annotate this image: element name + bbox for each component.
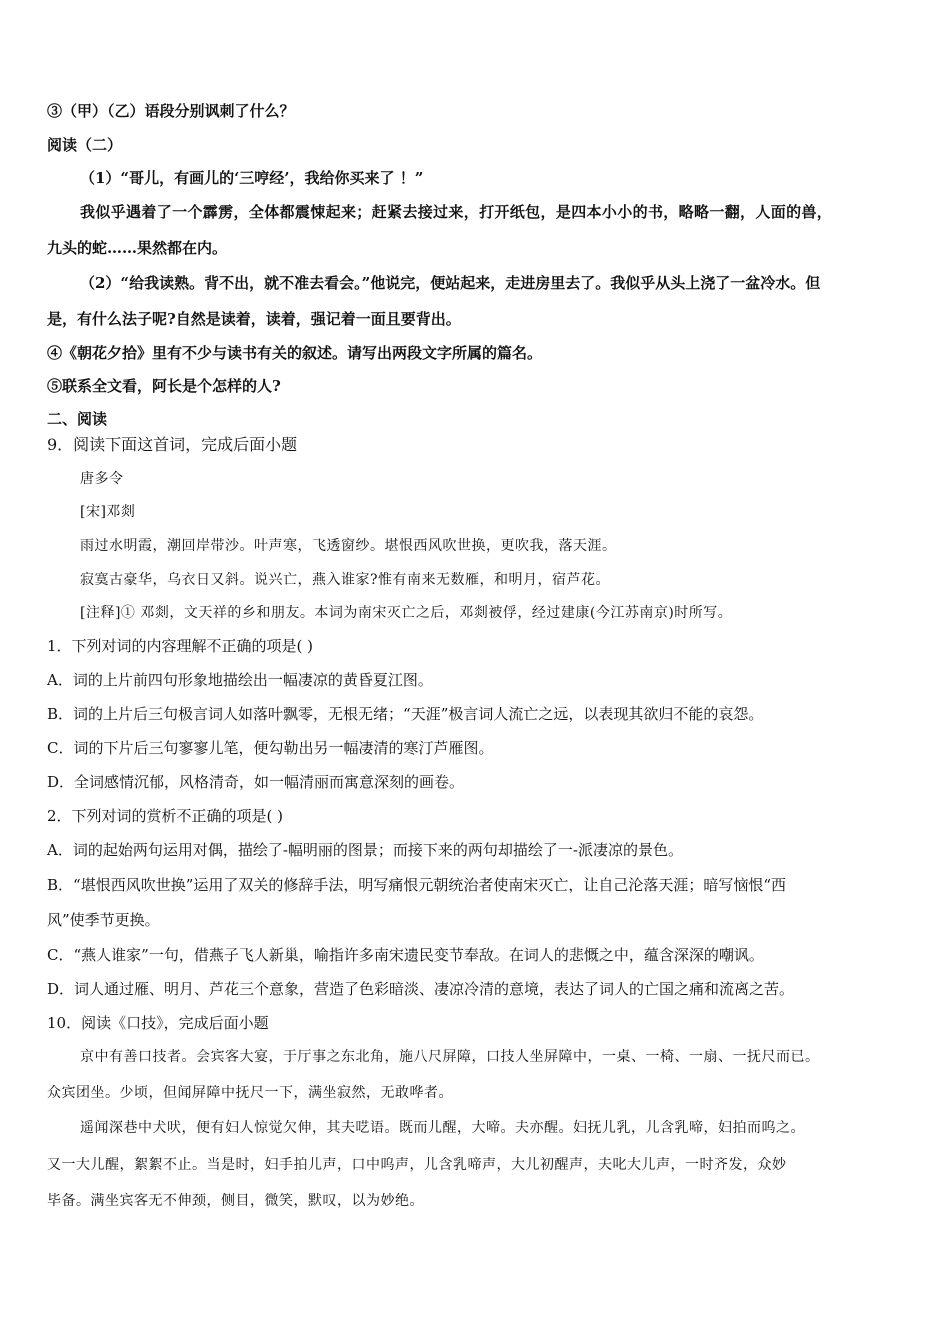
- question-9: 9．阅读下面这首词，完成后面小题: [47, 435, 298, 454]
- sub1-option-a: A．词的上片前四句形象地描绘出一幅凄凉的黄昏夏江图。: [47, 671, 433, 689]
- sub2-option-c: C．“燕人谁家”一句，借燕子飞人新巢，喻指许多南宋遗民变节奉敌。在词人的悲慨之中，蕴含深深的嘲讽。: [47, 946, 764, 964]
- sub2-option-d: D．词人通过雁、明月、芦花三个意象，营造了色彩暗淡、凄凉冷清的意境，表达了词人的亡国之痛和流离之苦。: [47, 980, 795, 998]
- paragraph-2-line-1: 我似乎遇着了一个霹雳，全体都震悚起来；赶紧去接过来，打开纸包，是四本小小的书，略略一翻，人面的兽，: [80, 203, 833, 221]
- reading-2-heading: 阅读（二）: [47, 136, 123, 154]
- sub1-option-b: B．词的上片后三句极言词人如落叶飘零，无根无绪；“天涯”极言词人流亡之远，以表现其欲归不能的哀怨。: [47, 705, 764, 723]
- question-4: ④《朝花夕拾》里有不少与读书有关的叙述。请写出两段文字所属的篇名。: [47, 344, 543, 362]
- poem-line-2: 寂寞古豪华，乌衣日又斜。说兴亡，燕入谁家?惟有南来无数雁，和明月，宿芦花。: [80, 572, 611, 588]
- sub2-option-a: A．词的起始两句运用对偶，描绘了-幅明丽的图景；而接下来的两句却描绘了一-派凄凉的景色。: [47, 841, 683, 859]
- kouji-paragraph-2-line-1: 遥闻深巷中犬吠，便有妇人惊觉欠伸，其夫呓语。既而儿醒，大啼。夫亦醒。妇抚儿乳，儿含乳啼，妇拍而呜之。: [80, 1120, 805, 1136]
- poem-line-1: 雨过水明霞，潮回岸带沙。叶声寒，飞透窗纱。堪恨西风吹世换，更吹我，落天涯。: [80, 538, 617, 554]
- sub2-option-b-line-2: 风”使季节更换。: [47, 911, 160, 929]
- question-5: ⑤联系全文看，阿长是个怎样的人?: [47, 377, 281, 395]
- sub-question-2: 2．下列对词的赏析不正确的项是( ): [47, 807, 284, 825]
- quote-paragraph-1: （1）“哥儿，有画儿的‘三哼经’，我给你买来了 ！”: [80, 169, 424, 187]
- sub1-option-c: C．词的下片后三句寥寥儿笔，便勾勒出另一幅凄清的寒汀芦雁图。: [47, 739, 494, 757]
- poem-author: [宋]邓剡: [80, 504, 136, 520]
- sub-question-1: 1．下列对词的内容理解不正确的项是( ): [47, 637, 314, 655]
- paragraph-2-line-2: 九头的蛇……果然都在内。: [47, 239, 228, 257]
- sub2-option-b-line-1: B．“堪恨西风吹世换”运用了双关的修辞手法，明写痛恨元朝统治者使南宋灭亡，让自己沦落天涯；暗写恼恨“西: [47, 876, 787, 894]
- kouji-paragraph-2-line-3: 毕备。满坐宾客无不伸颈，侧目，微笑，默叹，以为妙绝。: [47, 1193, 424, 1209]
- poem-title: 唐多令: [80, 471, 124, 487]
- kouji-paragraph-1-line-2: 众宾团坐。少顷，但闻屏障中抚尺一下，满坐寂然，无敢哗者。: [47, 1085, 453, 1101]
- kouji-paragraph-1-line-1: 京中有善口技者。会宾客大宴，于厅事之东北角，施八尺屏障，口技人坐屏障中，一桌、一椅、一扇、一抚尺而已。: [80, 1049, 820, 1065]
- paragraph-3-line-2: 是，有什么法子呢?自然是读着，读着，强记着一面且要背出。: [47, 310, 461, 328]
- question-10: 10．阅读《口技》，完成后面小题: [47, 1014, 269, 1032]
- question-3: ③（甲）（乙）语段分别讽刺了什么？: [47, 102, 295, 120]
- paragraph-3-line-1: （2）“给我读熟。背不出，就不准去看会。”他说完，便站起来，走进房里去了。我似乎从头上浇了一盆冷水。但: [80, 274, 821, 292]
- section-2-heading: 二、阅读: [47, 410, 108, 428]
- poem-note: [注释]① 邓剡，文天祥的乡和朋友。本词为南宋灭亡之后，邓剡被俘，经过建康(今江苏南京)时所写。: [80, 605, 733, 621]
- sub1-option-d: D．全词感情沉郁，风格清奇，如一幅清丽而寓意深刻的画卷。: [47, 773, 465, 791]
- kouji-paragraph-2-line-2: 又一大儿醒，絮絮不止。当是时，妇手拍儿声，口中呜声，儿含乳啼声，大儿初醒声，夫叱大儿声，一时齐发，众妙: [47, 1157, 787, 1173]
